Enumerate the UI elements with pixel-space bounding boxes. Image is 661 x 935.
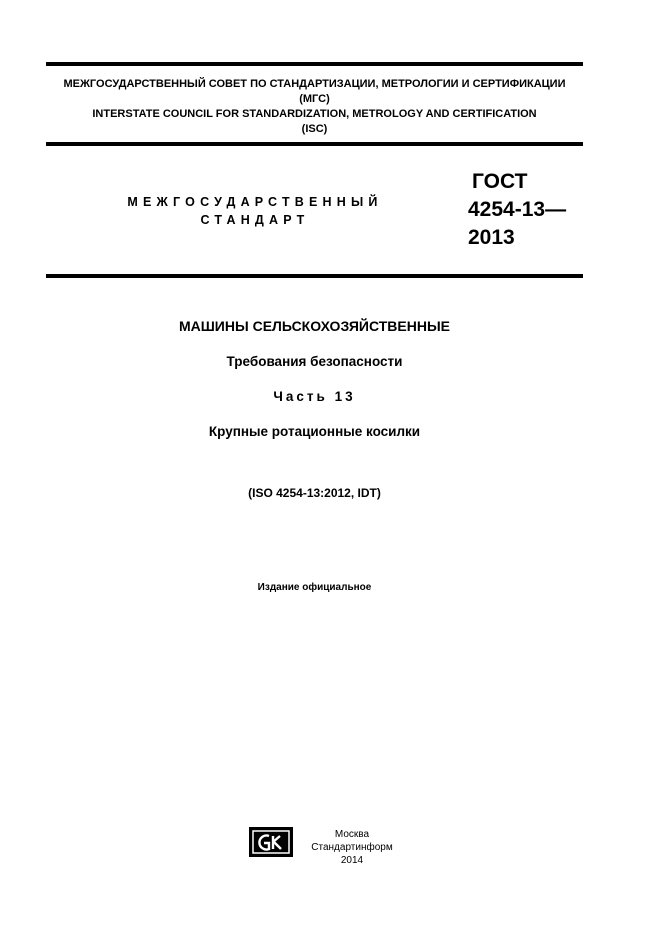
publisher-year: 2014 bbox=[340, 855, 364, 866]
council-abbr-en: (ISC) bbox=[301, 123, 328, 135]
document-title: МАШИНЫ СЕЛЬСКОХОЗЯЙСТВЕННЫЕ bbox=[178, 318, 451, 334]
designation-bottom-rule bbox=[46, 274, 583, 278]
designation-year: 2013 bbox=[468, 226, 515, 249]
designation-number: 4254-13— bbox=[468, 198, 567, 221]
standard-type bbox=[100, 193, 410, 229]
publisher-name: Стандартинформ bbox=[311, 842, 393, 853]
header-bottom-rule bbox=[46, 142, 583, 146]
standartinform-logo-icon bbox=[249, 827, 293, 857]
document-part-title: Крупные ротационные косилки bbox=[208, 424, 421, 439]
designation-prefix: ГОСТ bbox=[472, 170, 528, 193]
standard-type-line2: СТАНДАРТ bbox=[200, 213, 310, 227]
publisher-city: Москва bbox=[334, 829, 370, 840]
document-part: Часть 13 bbox=[273, 389, 356, 404]
standard-designation bbox=[468, 168, 566, 252]
top-rule bbox=[46, 62, 583, 66]
iso-reference: (ISO 4254-13:2012, IDT) bbox=[248, 486, 381, 500]
council-abbr-ru: (МГС) bbox=[299, 93, 330, 105]
standard-type-line1: МЕЖГОСУДАРСТВЕННЫЙ bbox=[127, 195, 383, 209]
council-header bbox=[46, 77, 583, 137]
publisher-info bbox=[300, 828, 404, 867]
document-subtitle: Требования безопасности bbox=[226, 354, 403, 369]
council-name-ru: МЕЖГОСУДАРСТВЕННЫЙ СОВЕТ ПО СТАНДАРТИЗАЦИИ, МЕТРОЛОГИИ И СЕРТИФИКАЦИИ bbox=[63, 78, 566, 90]
council-name-en: INTERSTATE COUNCIL FOR STANDARDIZATION, METROLOGY AND CERTIFICATION bbox=[92, 108, 537, 120]
edition-note: Издание официальное bbox=[257, 582, 372, 593]
